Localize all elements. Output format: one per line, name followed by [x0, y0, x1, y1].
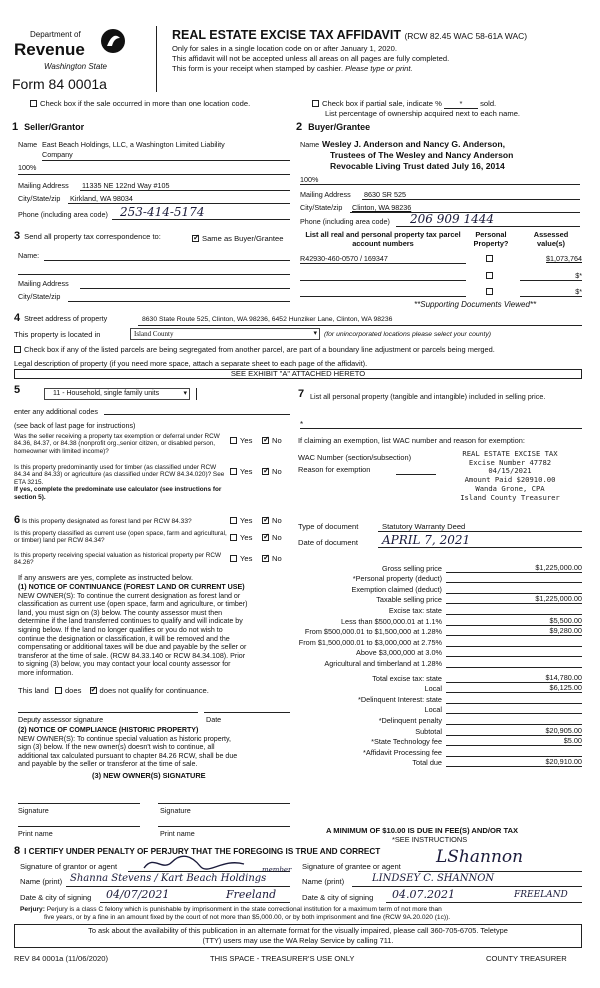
buyer-title: Buyer/Grantee [308, 122, 371, 132]
tax-row [296, 594, 582, 605]
n2-l2: sign (3) below. If the new owner(s) doesn't wish to continue, all [18, 743, 215, 752]
sec6-q3-yes[interactable] [230, 554, 252, 563]
access-l2: (TTY) users may use the WA Relay Service by calling 711. [202, 936, 394, 945]
legal-label: Legal description of property (if you need more space, attach a separate sheet to each page of the affidavit). [14, 359, 368, 368]
tax-row-value[interactable]: $6,125.00 [446, 683, 582, 693]
tax-row [296, 736, 582, 747]
n2-l3: additional tax calculated pursuant to chapter 84.26 RCW, shall be due [18, 751, 238, 760]
parcel-row2-checkbox[interactable] [486, 272, 493, 279]
n1-l3: land, you must sign on (3) below. The county assessor must then [18, 608, 223, 617]
tax-row [296, 604, 582, 615]
parcels-col2 [468, 230, 514, 248]
tax-row [296, 657, 582, 668]
form-number: Form 84 0001a [12, 76, 107, 92]
sec6-q2-no[interactable] [262, 533, 282, 542]
stamp-line3: 04/15/2021 [488, 466, 532, 476]
see-back: (see back of last page for instructions) [14, 421, 136, 430]
certify-text: I CERTIFY UNDER PENALTY OF PERJURY THAT THE FOREGOING IS TRUE AND CORRECT [24, 847, 381, 856]
tax-row-label: Gross selling price [381, 563, 442, 573]
tax-row-value[interactable] [446, 704, 582, 714]
sec5-q2-yes-box[interactable] [230, 468, 237, 475]
header-sub3-text: This form is your receipt when stamped by cashier. [172, 64, 343, 73]
multi-location-check[interactable] [30, 99, 250, 108]
tax-row-label: Total due [412, 758, 442, 768]
sec6-q2-text: Is this property classified as current use (open space, farm and agricultural, or timber) land per RCW 84.34? [14, 530, 227, 545]
partial-sale-checkbox[interactable] [312, 100, 319, 107]
n1-title: (1) NOTICE OF CONTINUANCE (FOREST LAND OR CURRENT USE) [18, 583, 245, 591]
sec6-q2-no-label: No [272, 533, 282, 542]
tax-row-label: Agricultural and timberland at 1.28% [324, 658, 442, 668]
partial-note: List percentage of ownership acquired next to each name. [325, 109, 521, 118]
tax-row-value[interactable]: $20,910.00 [446, 757, 582, 767]
seller-name-line1[interactable]: East Beach Holdings, LLC, a Washington Limited Liability [42, 140, 225, 149]
seller-pct[interactable]: 100% [18, 163, 37, 172]
unincorp-note: (for unincorporated locations please select your county) [324, 331, 491, 338]
doc-type-label: Type of document [298, 522, 359, 531]
tax-row-label: Taxable selling price [376, 595, 442, 605]
perjury-text [20, 906, 450, 922]
sec5-q1-yes-box[interactable] [230, 437, 237, 444]
title-ref: (RCW 82.45 WAC 58-61A WAC) [404, 31, 528, 41]
chevron-down-icon: ▾ [313, 329, 317, 337]
tax-row-value[interactable]: $9,280.00 [446, 626, 582, 636]
parcel-row1-personal[interactable] [486, 254, 496, 263]
buyer-heading [296, 121, 370, 133]
parcel-row2-value[interactable]: $* [575, 271, 582, 280]
segregated-label: Check box if any of the listed parcels are being segregated from another parcel, are part of a boundary line adjustment or parcels being merged. [24, 345, 495, 354]
sec5-q2-if: If yes, complete the predominate use calculator (see instructions for section 5). [14, 486, 222, 501]
sec5-num: 5 [14, 384, 21, 396]
partial-sale-check[interactable] [312, 99, 496, 109]
tax-row-value[interactable]: $20,905.00 [446, 726, 582, 736]
header-divider [156, 26, 157, 92]
sec4-street-label: Street address of property [24, 314, 108, 323]
parcel-row1-value[interactable]: $1,073,764 [546, 254, 582, 263]
tax-row-label: From $1,500,000.01 to $3,000,000 at 2.75% [298, 637, 442, 647]
wac-label: WAC Number (section/subsection) [298, 453, 412, 462]
grantor-name[interactable]: Shanna Stevens / Kart Beach Holdings [70, 873, 267, 884]
tax-row [296, 615, 582, 626]
additional-codes: enter any additional codes [14, 407, 98, 416]
owner-sig-label-1: Signature [18, 806, 49, 815]
tax-row [296, 672, 582, 683]
doc-date-label: Date of document [298, 538, 358, 547]
n2-l1: NEW OWNER(S): To continue special valuation as historic property, [18, 734, 232, 743]
tax-row-label: Local [424, 705, 442, 715]
tax-row-value[interactable]: $1,225,000.00 [446, 563, 582, 573]
use-code-select[interactable] [44, 388, 190, 400]
parcel-row1[interactable]: R42930-460-0570 / 169347 [300, 254, 388, 263]
revenue-logo [100, 28, 126, 54]
sec3-city-label: City/State/zip [18, 292, 61, 301]
sec5-q1-no[interactable] [262, 436, 282, 445]
sec6-q3-no-label: No [272, 554, 282, 563]
parcel-row1-checkbox[interactable] [486, 255, 493, 262]
parcels-note: **Supporting Documents Viewed** [414, 300, 537, 309]
seller-city-label: City/State/zip [18, 194, 61, 203]
sec6-q2-yes[interactable] [230, 533, 252, 542]
tax-row-label: Total excise tax: state [372, 673, 442, 683]
sec6-notice1 [18, 583, 247, 678]
partial-sale-suffix: sold. [480, 99, 497, 108]
sec6-q3 [14, 552, 228, 567]
tax-row-label: Subtotal [415, 726, 442, 736]
tax-row-label: Above $3,000,000 at 3.0% [355, 648, 442, 658]
buyer-city[interactable]: Clinton, WA 98236 [352, 203, 412, 212]
tax-row-label: From $500,000.01 to $1,500,000 at 1.28% [304, 627, 442, 637]
owner-print-label-1: Print name [18, 829, 53, 838]
tax-row [296, 725, 582, 736]
buyer-num: 2 [296, 121, 303, 133]
tax-row [296, 757, 582, 768]
dept-line2: Revenue [14, 40, 85, 59]
reason-label: Reason for exemption [298, 465, 371, 474]
sec5-q1-yes[interactable] [230, 436, 252, 445]
sec6-num: 6 [14, 514, 21, 526]
buyer-phone-label: Phone (including area code) [300, 217, 390, 226]
n1-l7: compensating or additional taxes will be due and payable by the seller or [18, 643, 247, 652]
seller-mailing-label: Mailing Address [18, 181, 69, 190]
grantee-sig-label: Signature of grantee or agent [302, 862, 401, 871]
doc-type-value[interactable]: Statutory Warranty Deed [382, 522, 466, 531]
sec7-num: 7 [298, 388, 305, 400]
land-label: This land [18, 686, 49, 695]
sec7-bullet[interactable]: * [300, 420, 304, 429]
partial-sale-label: Check box if partial sale, indicate % [322, 99, 442, 108]
seller-phone[interactable]: 253-414-5174 [120, 205, 205, 219]
sec5-q2-text: Is this property predominantly used for timber (as classified under RCW 84.34 and 84.33) or agriculture (as classified under RCW 84.34.020)? See ETA 3215. [14, 464, 225, 486]
tax-row-label: Local [424, 684, 442, 694]
n2-l4: and payable by the seller or transferor at the time of sale. [18, 760, 198, 769]
revenue-logo-icon [100, 28, 126, 54]
rev-label: REV 84 0001a (11/06/2020) [14, 954, 109, 963]
see-instructions: *SEE INSTRUCTIONS [392, 835, 468, 844]
n1-l4: determine if the land transferred continues to qualify and will indicate by [18, 617, 243, 626]
tax-row-label: *Personal property (deduct) [352, 574, 442, 584]
seller-heading [12, 121, 84, 133]
sec6-if-yes: If any answers are yes, complete as instructed below. [18, 573, 193, 582]
treasurer-space: THIS SPACE - TREASURER'S USE ONLY [210, 954, 355, 963]
sec6-q1 [14, 514, 192, 526]
grantee-date[interactable]: 04.07.2021 [392, 888, 455, 901]
sec5-q2-yes-label: Yes [240, 467, 253, 476]
land-not-qualify-box[interactable] [90, 687, 97, 694]
sec6-q1-no-box[interactable] [262, 517, 269, 524]
tax-row [296, 683, 582, 694]
n3-title: (3) NEW OWNER(S) SIGNATURE [92, 771, 206, 780]
n1-l5: signing below. If the land no longer qualifies or you do not wish to [18, 625, 223, 634]
tax-row-value[interactable]: $14,780.00 [446, 673, 582, 683]
sec3-mailing-label: Mailing Address [18, 279, 69, 288]
tax-row [296, 647, 582, 658]
tax-row-value[interactable] [446, 647, 582, 657]
grantee-name-label: Name (print) [302, 877, 345, 886]
grantor-date-label: Date & city of signing [20, 893, 92, 902]
county-treasurer: COUNTY TREASURER [486, 954, 567, 963]
seller-title: Seller/Grantor [24, 122, 85, 132]
sec5-q2 [14, 464, 228, 501]
tax-row-value[interactable] [446, 747, 582, 757]
tax-row-value[interactable] [446, 584, 582, 594]
tax-row-label: *Delinquent penalty [378, 715, 442, 725]
seller-name-label: Name [18, 140, 38, 149]
buyer-name-line2[interactable]: Trustees of The Wesley and Nancy Anderson [330, 150, 514, 160]
tax-row-value[interactable]: $5,500.00 [446, 616, 582, 626]
legal-value-box[interactable] [14, 369, 582, 379]
sec6-q1-no-label: No [272, 516, 282, 525]
sec7-text-span: List all personal property (tangible and intangible) included in selling price. [310, 392, 546, 401]
treasurer-stamp [440, 450, 580, 502]
grantee-signature[interactable]: LShannon [436, 847, 524, 867]
perjury-bold: Perjury: [20, 906, 45, 913]
partial-sale-value[interactable]: * [444, 99, 478, 109]
tax-row-value[interactable]: $5.00 [446, 736, 582, 746]
tax-row-label: *Delinquent Interest: state [358, 694, 442, 704]
tax-row-value[interactable] [446, 694, 582, 704]
sec6-q1-text: Is this property designated as forest land per RCW 84.33? [21, 518, 192, 525]
tax-row [296, 626, 582, 637]
seller-phone-label: Phone (including area code) [18, 210, 108, 219]
buyer-name-label: Name [300, 140, 320, 149]
tax-row [296, 573, 582, 584]
stamp-line6: Island County Treasurer [460, 492, 560, 502]
n1-l8: transferor at the time of sale. (RCW 84.33.140 or RCW 84.34.108). Prior [18, 651, 246, 660]
sec6-q1-yes[interactable] [230, 516, 252, 525]
stamp-line1: REAL ESTATE EXCISE TAX [462, 449, 558, 458]
chevron-down-icon: ▾ [183, 390, 187, 397]
sec3-label: Send all property tax correspondence to: [24, 232, 161, 241]
dept-line3: Washington State [44, 62, 108, 71]
land-not-qualify-label: does not qualify for continuance. [99, 686, 209, 695]
tax-row-value[interactable] [446, 637, 582, 647]
same-as-buyer-checkbox[interactable] [192, 235, 199, 242]
tax-row-value[interactable]: $1,225,000.00 [446, 594, 582, 604]
seller-city[interactable]: Kirkland, WA 98034 [70, 194, 133, 203]
grantee-city[interactable]: FREELAND [514, 890, 568, 900]
buyer-pct[interactable]: 100% [300, 175, 319, 184]
tax-rows [296, 562, 582, 668]
legal-value: SEE EXHIBIT "A" ATTACHED HERETO [230, 369, 366, 378]
header-sub3-italic: Please type or print. [345, 64, 413, 73]
sec4-located-label: This property is located in [14, 330, 101, 339]
parcel-row2-personal[interactable] [486, 271, 496, 280]
tax-row-value[interactable] [446, 605, 582, 615]
same-as-buyer-label: Same as Buyer/Grantee [202, 234, 284, 243]
grantee-date-label: Date & city of signing [302, 893, 374, 902]
parcel-row3-personal[interactable] [486, 287, 496, 296]
seller-num: 1 [12, 121, 19, 133]
use-code-value: 11 - Household, single family units [53, 390, 160, 397]
perjury-l2: five years, or by a fine in an amount fixed by the court of not more than $5,000.00, or by both imprisonment and fine (RCW 9A.20.020 (1c)). [44, 914, 451, 921]
sec6-q1-yes-box[interactable] [230, 517, 237, 524]
tax-row-label: *State Technology fee [371, 737, 442, 747]
owner-print-label-2: Print name [160, 829, 195, 838]
land-does-box[interactable] [55, 687, 62, 694]
tax-row [296, 636, 582, 647]
tax-row-value[interactable] [446, 658, 582, 668]
parcels-col1 [300, 230, 466, 248]
land-qualify [18, 686, 209, 695]
minimum-note: A MINIMUM OF $10.00 IS DUE IN FEE(S) AND/OR TAX [326, 826, 519, 835]
sec5-q2-no-label: No [272, 467, 282, 476]
tax-row-label: Excise tax: state [388, 605, 442, 615]
sec5-q1-text: Was the seller receiving a property tax exemption or deferral under RCW 84.36, 84.37, or 84.38 (nonprofit org.,senior citizen, or disabled person, homeowner with limited income)? [14, 433, 220, 455]
sec5-q2-yes[interactable] [230, 467, 252, 476]
tax-row [296, 583, 582, 594]
doc-date-value[interactable]: APRIL 7, 2021 [382, 533, 471, 547]
sec5-q2-no-box[interactable] [262, 468, 269, 475]
tax-row-label: Less than $500,000.01 at 1.1% [340, 616, 442, 626]
sec5-q1-no-box[interactable] [262, 437, 269, 444]
buyer-city-label: City/State/zip [300, 203, 343, 212]
perjury-l1: Perjury is a class C felony which is punishable by imprisonment in the state correctional institution for a maximum term of not more than [46, 906, 442, 913]
sec6-q1-yes-label: Yes [240, 516, 253, 525]
tax-row-label: *Affidavit Processing fee [363, 747, 442, 757]
sec4-street [14, 312, 107, 324]
header-sub2: This affidavit will not be accepted unless all areas on all pages are fully completed. [172, 54, 450, 63]
parcels-col3-text: Assessed value(s) [533, 230, 569, 248]
sec6-q3-yes-label: Yes [240, 554, 253, 563]
n2-title: (2) NOTICE OF COMPLIANCE (HISTORIC PROPERTY) [18, 726, 199, 734]
segregated-check[interactable] [14, 345, 495, 354]
tax-row-value[interactable] [446, 715, 582, 725]
tax-row [296, 693, 582, 704]
sec3-heading [14, 230, 161, 242]
member-note: member [262, 866, 292, 874]
sec7-text [310, 392, 582, 401]
seller-mailing[interactable]: 11335 NE 122nd Way #105 [82, 181, 170, 190]
segregated-checkbox[interactable] [14, 346, 21, 353]
buyer-mailing[interactable]: 8630 SR 525 [364, 190, 406, 199]
n1-l9: to signing (3) below, you may contact your local county assessor for [18, 660, 231, 669]
buyer-name-line3[interactable]: Revocable Living Trust dated July 16, 2014 [330, 161, 505, 171]
sec6-q2-no-box[interactable] [262, 534, 269, 541]
sec6-q3-yes-box[interactable] [230, 555, 237, 562]
grantor-sig-label: Signature of grantor or agent [20, 862, 118, 871]
access-l1: To ask about the availability of this publication in an alternate format for the visually impaired, please call 360-705-6705. Teletype [88, 926, 508, 935]
grantee-name[interactable]: LINDSEY C. SHANNON [372, 873, 495, 884]
sec5-q2-no[interactable] [262, 467, 282, 476]
tax-row [296, 714, 582, 725]
sec4-num: 4 [14, 312, 21, 324]
seller-name-line2[interactable]: Company [42, 150, 73, 159]
sec6-q3-text: Is this property receiving special valuation as historical property per RCW 84.26? [14, 552, 222, 567]
sec3-num: 3 [14, 230, 21, 242]
tax-row [296, 746, 582, 757]
parcel-row3-value[interactable]: $* [575, 287, 582, 296]
buyer-phone[interactable]: 206 909 1444 [410, 212, 494, 226]
exemption-label: If claiming an exemption, list WAC number and reason for exemption: [298, 436, 525, 445]
deputy-date-label: Date [206, 715, 222, 724]
multi-location-label: Check box if the sale occurred in more than one location code. [40, 99, 251, 108]
multi-location-checkbox[interactable] [30, 100, 37, 107]
access-box [14, 924, 582, 948]
header-sub3 [172, 64, 413, 73]
sec5-q1-no-label: No [272, 436, 282, 445]
land-does-label: does [64, 686, 82, 695]
sec8-num: 8 [14, 845, 21, 857]
parcels-col3 [520, 230, 582, 248]
n1-l1: NEW OWNER(S): To continue the current designation as forest land or [18, 591, 241, 600]
stamp-line2: Excise Number 47782 [468, 457, 552, 467]
sec5-q1 [14, 433, 228, 455]
owner-sig-label-2: Signature [160, 806, 191, 815]
tax-row [296, 704, 582, 715]
sec6-q3-no-box[interactable] [262, 555, 269, 562]
dept-line1: Department of [30, 30, 81, 39]
county-select[interactable] [130, 328, 320, 340]
tax-rows2 [296, 672, 582, 767]
sec6-q2 [14, 530, 228, 545]
tax-row-label: Exemption claimed (deduct) [351, 584, 442, 594]
county-select-value: Island County [134, 330, 174, 338]
sec6-notice2 [18, 726, 237, 769]
tax-table [296, 562, 582, 767]
sec6-q2-yes-label: Yes [240, 533, 253, 542]
tax-row [296, 562, 582, 573]
grantor-date[interactable]: 04/07/2021 [106, 888, 170, 901]
deputy-sig-label: Deputy assessor signature [18, 715, 104, 724]
sec6-q2-yes-box[interactable] [230, 534, 237, 541]
n1-l2: classification as current use (open space, farm and agriculture, or timber) [18, 600, 248, 609]
same-as-buyer[interactable] [192, 234, 283, 243]
form-title [172, 28, 527, 42]
n1-l6: continue the designation or classification, it will be removed and the [18, 634, 230, 643]
grantor-name-label: Name (print) [20, 877, 63, 886]
stamp-line4: Amount Paid $20910.00 [464, 475, 556, 485]
stamp-line5: Wanda Grone, CPA [475, 483, 545, 493]
parcels-col1-text: List all real and personal property tax parcel account numbers [305, 230, 461, 248]
grantor-city[interactable]: Freeland [226, 888, 277, 901]
sec4-street-value[interactable]: 8630 State Route 525, Clinton, WA 98236, 6452 Hunziker Lane, Clinton, WA 98236 [142, 316, 393, 323]
sec3-name-label: Name: [18, 251, 40, 260]
n1-l10: more information. [18, 668, 74, 677]
parcels-col2-text: Personal Property? [473, 230, 509, 248]
tax-row-value[interactable] [446, 573, 582, 583]
sec6-q1-no[interactable] [262, 516, 282, 525]
title-text: REAL ESTATE EXCISE TAX AFFIDAVIT [172, 28, 401, 42]
header-sub1: Only for sales in a single location code on or after January 1, 2020. [172, 44, 397, 53]
buyer-name-line1[interactable]: Wesley J. Anderson and Nancy G. Anderson, [322, 139, 506, 149]
buyer-mailing-label: Mailing Address [300, 190, 351, 199]
parcel-row3-checkbox[interactable] [486, 288, 493, 295]
sec5-q1-yes-label: Yes [240, 436, 253, 445]
sec6-q3-no[interactable] [262, 554, 282, 563]
